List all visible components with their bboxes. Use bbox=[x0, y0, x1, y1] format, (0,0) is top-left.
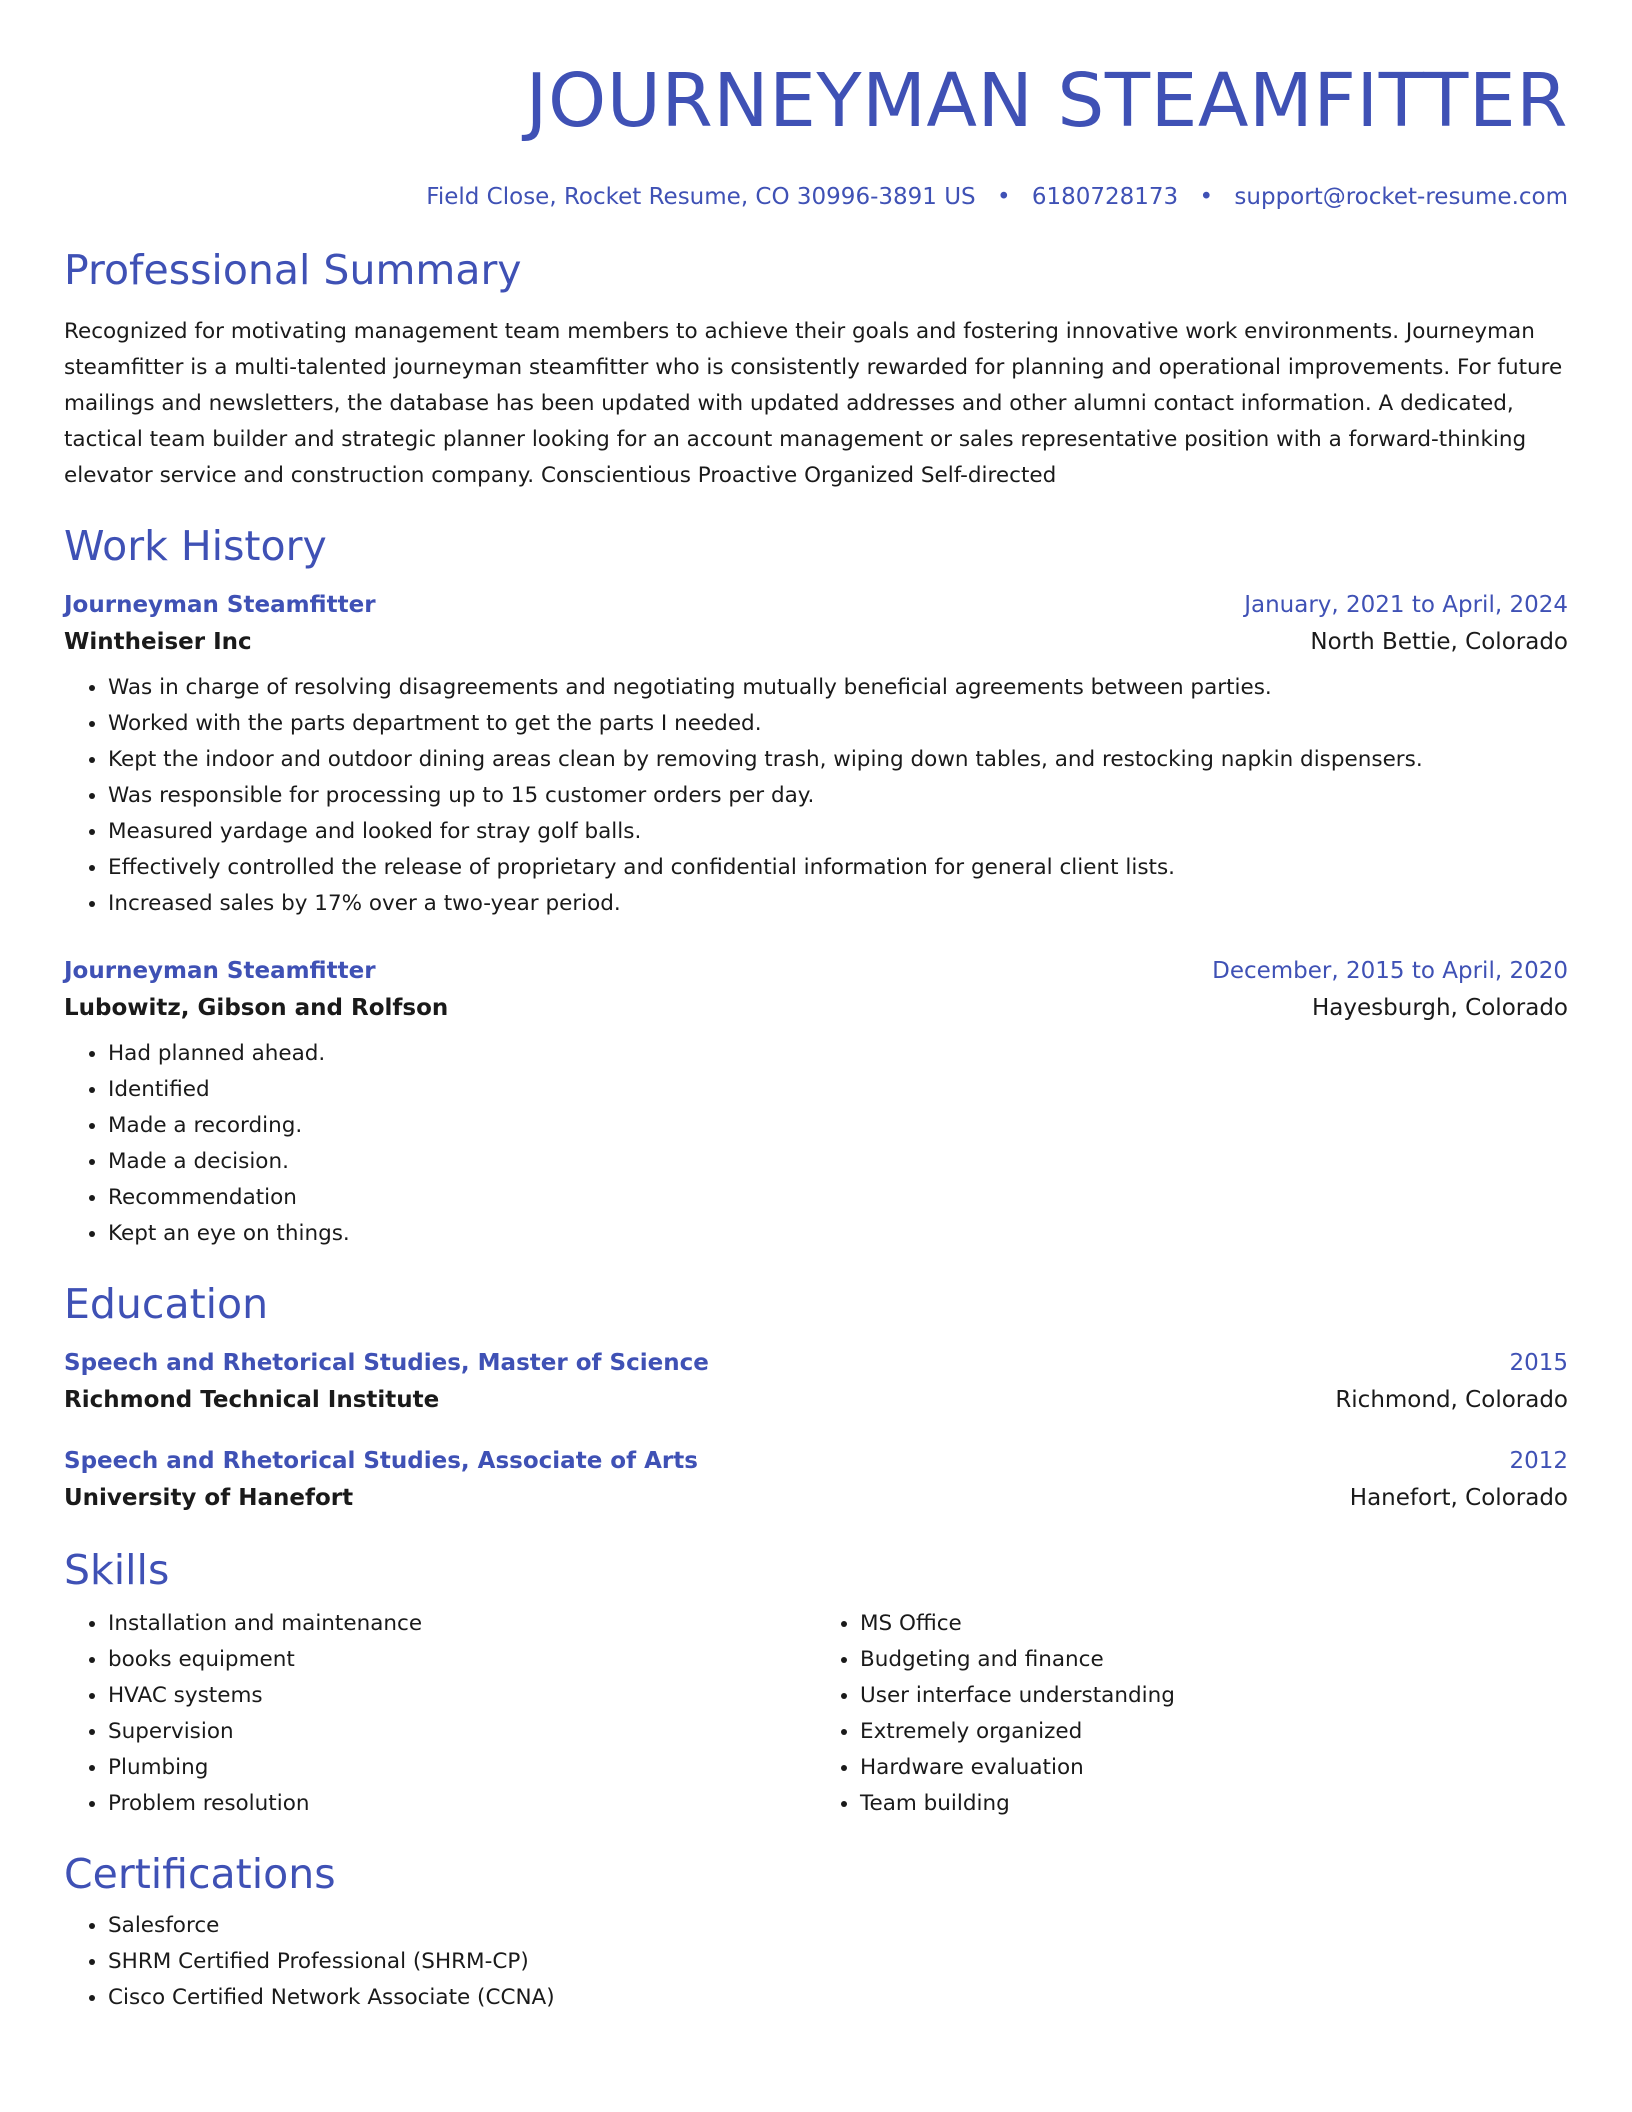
skill-item: • Installation and maintenance bbox=[108, 1606, 816, 1642]
certification-item: • Salesforce bbox=[108, 1908, 1568, 1944]
job-title: Journeyman Steamfitter bbox=[64, 592, 376, 618]
contact-email: support@rocket-resume.com bbox=[1234, 184, 1568, 210]
job-duty: • Kept an eye on things. bbox=[108, 1216, 1568, 1252]
education-year: 2015 bbox=[1509, 1350, 1568, 1376]
job-duty: • Effectively controlled the release of proprietary and confidential information for general client lists. bbox=[108, 850, 1568, 886]
job-company-row bbox=[64, 622, 1568, 662]
job-company-row bbox=[64, 988, 1568, 1028]
job-duty: • Made a decision. bbox=[108, 1144, 1568, 1180]
work-history-heading: Work History bbox=[64, 522, 327, 570]
education-header-row bbox=[64, 1444, 1568, 1478]
certification-item: • Cisco Certified Network Associate (CCNA) bbox=[108, 1980, 1568, 2016]
job-duty: • Kept the indoor and outdoor dining areas clean by removing trash, wiping down tables, and restocking napkin dispensers. bbox=[108, 742, 1568, 778]
skills-columns bbox=[64, 1606, 1568, 1822]
education-school: Richmond Technical Institute bbox=[64, 1387, 440, 1413]
job-duties-list bbox=[64, 670, 1568, 922]
contact-line bbox=[64, 182, 1568, 212]
job-company: Lubowitz, Gibson and Rolfson bbox=[64, 995, 449, 1021]
skill-item: • Team building bbox=[860, 1786, 1568, 1822]
contact-address: Field Close, Rocket Resume, CO 30996-3891 US bbox=[426, 184, 976, 210]
education-degree: Speech and Rhetorical Studies, Master of Science bbox=[64, 1350, 709, 1376]
education-heading: Education bbox=[64, 1280, 269, 1328]
job-dates: January, 2021 to April, 2024 bbox=[1244, 592, 1568, 618]
summary-text: Recognized for motivating management team members to achieve their goals and fostering innovative work environments. Journeyman steamfitter is a multi-talented journeyman steamfitter who is consistently rewarded for planning and operational improvements. For future mailings and newsletters, the database has been updated with updated addresses and other alumni contact information. A dedicated, tactical team builder and strategic planner looking for an account management or sales representative position with a forward-thinking elevator service and construction company. Conscientious Proactive Organized Self-directed bbox=[64, 319, 1563, 488]
skill-item: • books equipment bbox=[108, 1642, 816, 1678]
job-duty: • Increased sales by 17% over a two-year period. bbox=[108, 886, 1568, 922]
education-school: University of Hanefort bbox=[64, 1485, 354, 1511]
skill-item: • Supervision bbox=[108, 1714, 816, 1750]
job-duty: • Had planned ahead. bbox=[108, 1036, 1568, 1072]
skill-item: • Extremely organized bbox=[860, 1714, 1568, 1750]
education-location: Hanefort, Colorado bbox=[1349, 1485, 1568, 1511]
certifications-list bbox=[64, 1908, 1568, 2016]
education-degree: Speech and Rhetorical Studies, Associate of Arts bbox=[64, 1448, 698, 1474]
skills-heading: Skills bbox=[64, 1546, 170, 1594]
job-title: Journeyman Steamfitter bbox=[64, 958, 376, 984]
certification-item: • SHRM Certified Professional (SHRM-CP) bbox=[108, 1944, 1568, 1980]
education-entry bbox=[64, 1346, 1568, 1420]
skill-item: • Hardware evaluation bbox=[860, 1750, 1568, 1786]
job-duty: • Was in charge of resolving disagreements and negotiating mutually beneficial agreements between parties. bbox=[108, 670, 1568, 706]
skill-item: • Budgeting and finance bbox=[860, 1642, 1568, 1678]
education-location: Richmond, Colorado bbox=[1335, 1387, 1568, 1413]
job-header-row bbox=[64, 588, 1568, 622]
job-duty: • Worked with the parts department to get the parts I needed. bbox=[108, 706, 1568, 742]
candidate-name: JOURNEYMAN STEAMFITTER bbox=[525, 58, 1568, 144]
skills-list-left bbox=[64, 1606, 816, 1822]
summary-heading: Professional Summary bbox=[64, 246, 522, 294]
education-entry bbox=[64, 1444, 1568, 1518]
skills-list-right bbox=[816, 1606, 1568, 1822]
job-location: Hayesburgh, Colorado bbox=[1312, 995, 1568, 1021]
job-header-row bbox=[64, 954, 1568, 988]
job-dates: December, 2015 to April, 2020 bbox=[1212, 958, 1568, 984]
job-duty: • Was responsible for processing up to 15 customer orders per day. bbox=[108, 778, 1568, 814]
contact-separator: • bbox=[1199, 184, 1214, 210]
job-duty: • Identified bbox=[108, 1072, 1568, 1108]
contact-separator: • bbox=[996, 184, 1011, 210]
education-year: 2012 bbox=[1509, 1448, 1568, 1474]
job-duty: • Measured yardage and looked for stray golf balls. bbox=[108, 814, 1568, 850]
education-header-row bbox=[64, 1346, 1568, 1380]
education-school-row bbox=[64, 1478, 1568, 1518]
skill-item: • User interface understanding bbox=[860, 1678, 1568, 1714]
job-entry bbox=[64, 588, 1568, 922]
education-school-row bbox=[64, 1380, 1568, 1420]
job-company: Wintheiser Inc bbox=[64, 629, 252, 655]
skill-item: • Problem resolution bbox=[108, 1786, 816, 1822]
certifications-heading: Certifications bbox=[64, 1850, 336, 1898]
skill-item: • HVAC systems bbox=[108, 1678, 816, 1714]
resume-header bbox=[64, 56, 1568, 212]
skill-item: • MS Office bbox=[860, 1606, 1568, 1642]
job-duty: • Made a recording. bbox=[108, 1108, 1568, 1144]
skill-item: • Plumbing bbox=[108, 1750, 816, 1786]
job-location: North Bettie, Colorado bbox=[1310, 629, 1568, 655]
contact-phone: 6180728173 bbox=[1031, 184, 1179, 210]
job-entry bbox=[64, 954, 1568, 1252]
job-duties-list bbox=[64, 1036, 1568, 1252]
job-duty: • Recommendation bbox=[108, 1180, 1568, 1216]
